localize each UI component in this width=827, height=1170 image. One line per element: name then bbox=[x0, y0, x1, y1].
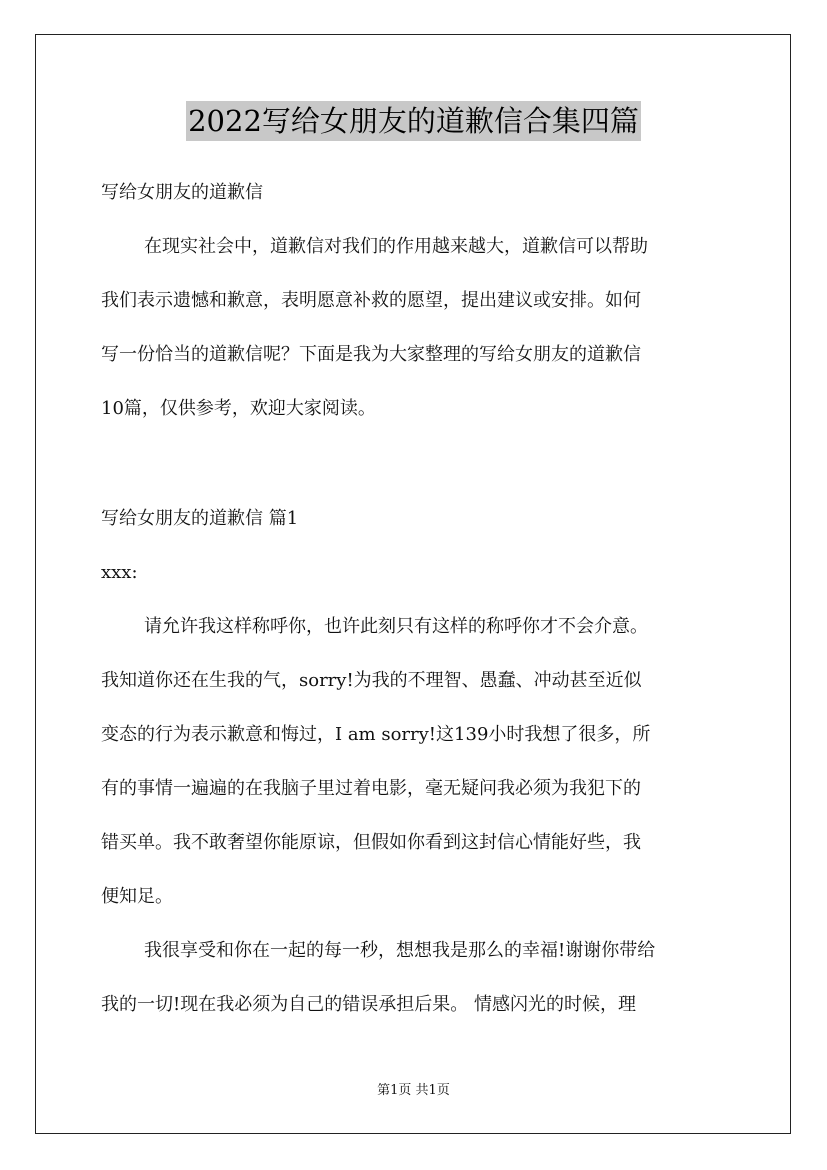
body-line: 便知足。 bbox=[101, 886, 173, 907]
page-footer: 第1页 共1页 bbox=[377, 1083, 450, 1098]
body-line: 我知道你还在生我的气，sorry!为我的不理智、愚蠢、冲动甚至近似 bbox=[101, 670, 642, 691]
body-line: 错买单。我不敢奢望你能原谅，但假如你看到这封信心情能好些，我 bbox=[101, 832, 641, 853]
salutation: xxx: bbox=[101, 562, 138, 583]
body-line: 变态的行为表示歉意和悔过，I am sorry!这139小时我想了很多，所 bbox=[101, 724, 651, 745]
title-container bbox=[0, 101, 827, 141]
body-line: 我的一切!现在我必须为自己的错误承担后果。 情感闪光的时候，理 bbox=[101, 994, 636, 1015]
body-line: 我很享受和你在一起的每一秒，想想我是那么的幸福!谢谢你带给 bbox=[144, 940, 656, 961]
document-title: 2022写给女朋友的道歉信合集四篇 bbox=[186, 101, 641, 141]
intro-line: 写一份恰当的道歉信呢？下面是我为大家整理的写给女朋友的道歉信 bbox=[101, 344, 641, 365]
intro-line: 我们表示遗憾和歉意，表明愿意补救的愿望，提出建议或安排。如何 bbox=[101, 290, 641, 311]
body-line: 有的事情一遍遍的在我脑子里过着电影，毫无疑问我必须为我犯下的 bbox=[101, 778, 641, 799]
intro-heading: 写给女朋友的道歉信 bbox=[101, 182, 263, 203]
body-line: 请允许我这样称呼你，也许此刻只有这样的称呼你才不会介意。 bbox=[144, 616, 648, 637]
intro-line: 在现实社会中，道歉信对我们的作用越来越大，道歉信可以帮助 bbox=[144, 236, 648, 257]
intro-line: 10篇，仅供参考，欢迎大家阅读。 bbox=[101, 398, 376, 419]
section-heading: 写给女朋友的道歉信 篇1 bbox=[101, 508, 299, 529]
